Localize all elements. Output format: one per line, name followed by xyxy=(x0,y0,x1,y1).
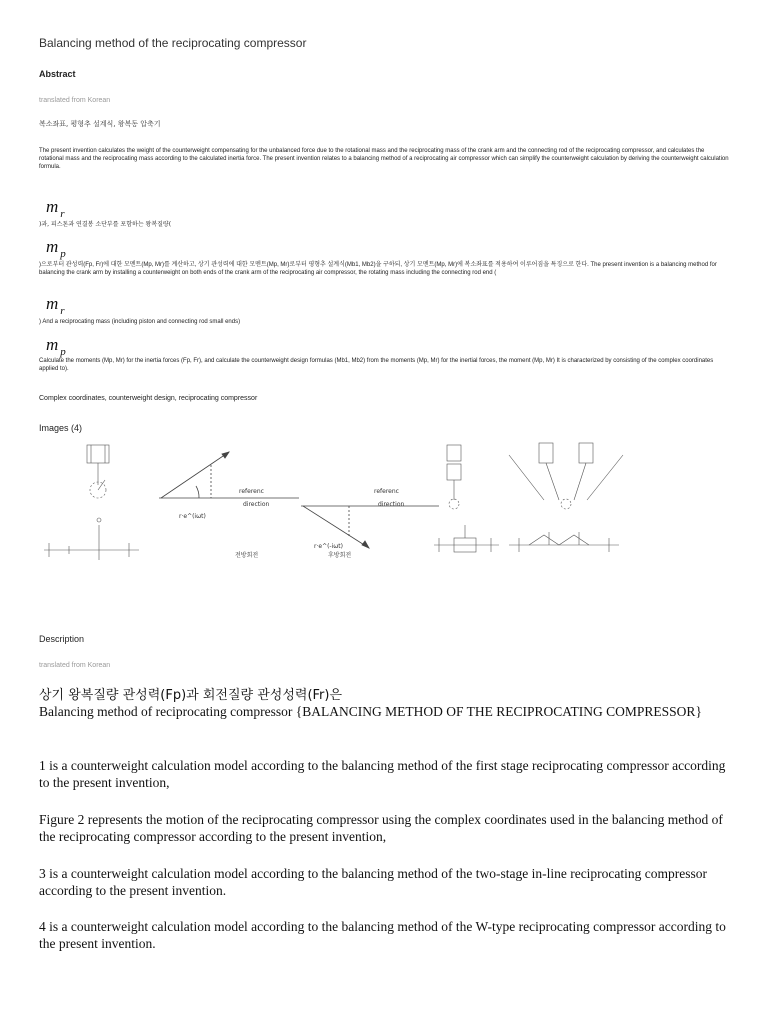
description-translated-note: translated from Korean xyxy=(39,662,111,669)
mixed-paragraph: )으로부터 관성력(Fp, Fr)에 대한 모멘트(Mp, Mr)를 계산하고, 상기 관성력에 대한 모멘트(Mp, Mr)로부터 평형추 설계식(Mb1, Mb2)을 구하되, 상기 모멘트(Mp, Mr)에 복소좌표를 적용하여 이루어짐을 특징으로 한다. The present invention is a balancing method for balancing the crank arm by installing a counterweight on both ends of the crank arm of the reciprocating air compressor, the rotating mass including the connecting rod end ( xyxy=(39,262,717,276)
figure-1-thumbnail[interactable] xyxy=(44,445,139,560)
final-paragraph: Calculate the moments (Mp, Mr) for the inertia forces (Fp, Fr), and calculate the counterweight design formulas (Mb1, Mb2) from the moments (Mp, Mr) for the inertial forces, the moment (Mp, Mr) It is characterized by consisting of the complex coordinates applied to). xyxy=(39,358,714,372)
fig2-direction-label-top: direction xyxy=(243,501,270,508)
translated-note: translated from Korean xyxy=(39,97,111,104)
math-m-p-2: m $_p$ xyxy=(46,335,66,358)
description-paragraph-3: 3 is a counterweight calculation model according to the balancing method of the two-stage in-line reciprocating compressor according to the present invention. xyxy=(39,866,708,898)
figure-2-thumbnail[interactable] xyxy=(159,452,439,548)
keywords: Complex coordinates, counterweight design, reciprocating compressor xyxy=(39,395,258,402)
math-m-r-1: m $_r$ xyxy=(46,197,65,220)
fig2-eq-bottom: r·e^(-iωt) xyxy=(314,543,343,550)
fig2-eq-top: r·e^(iωt) xyxy=(179,513,206,520)
figure-thumbnails xyxy=(39,440,729,580)
description-paragraph-1: 1 is a counterweight calculation model according to the balancing method of the first stage reciprocating compressor according to the present invention, xyxy=(39,758,726,790)
abstract-paragraph: The present invention calculates the weight of the counterweight compensating for the unbalanced force due to the rotational mass and the reciprocating mass of the crank arm and the connecting rod of the reciprocating compressor, and calculates the rotational mass and the reciprocating mass according to the calculated inertia force. The present invention relates to a balancing method of a reciprocating air compressor which can simplify the counterweight calculation by deriving the counterweight calculation formula. xyxy=(39,148,729,170)
page-title: Balancing method of the reciprocating compressor xyxy=(39,36,307,50)
math-m-r-2: m $_r$ xyxy=(46,294,65,317)
fig2-reference-label-top: referenc xyxy=(239,488,264,495)
abstract-heading: Abstract xyxy=(39,69,76,79)
fig2-caption-right: 후방회전 xyxy=(328,552,352,559)
korean-keywords: 복소좌표, 평형추 설계식, 왕복동 압축기 xyxy=(39,120,161,128)
math-m-p-1: m $_p$ xyxy=(46,237,66,260)
figure-4-thumbnail[interactable] xyxy=(509,443,623,552)
figure-3-thumbnail[interactable] xyxy=(434,445,499,552)
description-paragraph-4: 4 is a counterweight calculation model according to the balancing method of the W-type reciprocating compressor according to the present invention. xyxy=(39,919,726,951)
fig2-reference-label-bottom: referenc xyxy=(374,488,399,495)
fig2-direction-label-bottom: direction xyxy=(378,501,405,508)
korean-description-heading: 상기 왕복질량 관성력(Fp)과 회전질량 관성성력(Fr)은 xyxy=(39,688,343,703)
figure-drawings xyxy=(39,440,729,580)
description-title-line: Balancing method of reciprocating compressor {BALANCING METHOD OF THE RECIPROCATING COMPRESSOR} xyxy=(39,704,702,719)
description-heading: Description xyxy=(39,634,85,644)
rotating-mass-line: ) And a reciprocating mass (including piston and connecting rod small ends) xyxy=(39,319,241,325)
korean-line-1: )과, 피스톤과 연결봉 소단부를 포함하는 왕복질량( xyxy=(39,221,172,228)
fig2-caption-left: 전방회전 xyxy=(235,552,259,559)
images-heading: Images (4) xyxy=(39,423,83,433)
description-paragraph-2: Figure 2 represents the motion of the reciprocating compressor using the complex coordinates used in the balancing method of the reciprocating compressor according to the present invention, xyxy=(39,812,723,844)
